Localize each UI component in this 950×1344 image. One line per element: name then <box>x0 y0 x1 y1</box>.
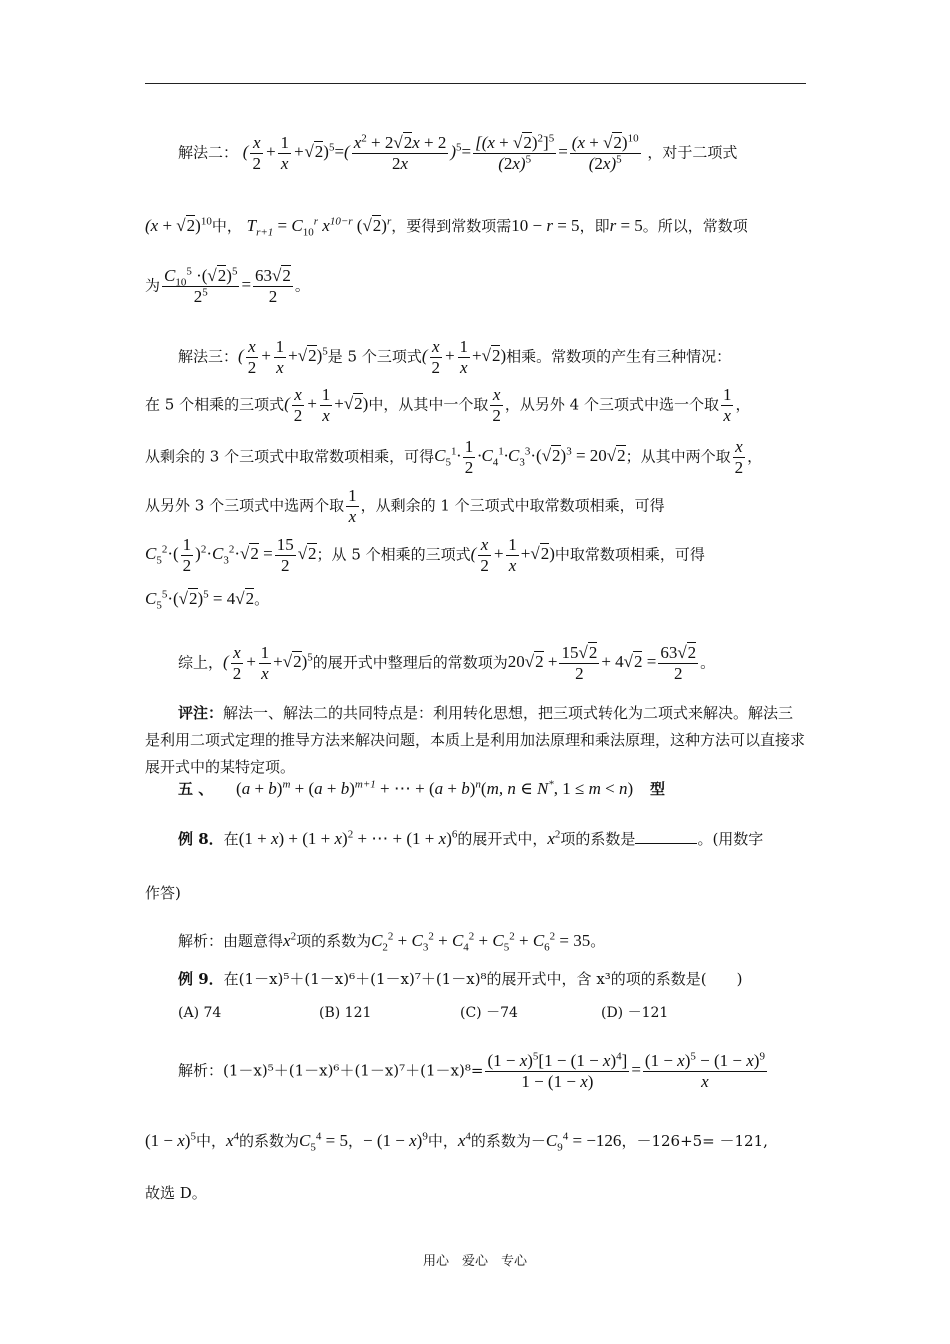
example-9: 例 9．在(1－x)⁵＋(1－x)⁶＋(1－x)⁷＋(1－x)⁸的展开式中，含 x³的项的系数是( ) <box>178 970 743 988</box>
header-rule <box>145 83 806 84</box>
jiefa3-line4: 从另外 3 个三项式中选两个取 $\frac{1}{x}$ ，从剩余的 1 个三项式中取常数项相乘，可得 <box>145 486 665 526</box>
jiefa3-line6: $C_5^5\cdot(√2)^5 = 4√2$。 <box>145 588 270 612</box>
jiefa3-line5: $C_5^2\cdot$( $\frac{1}{2}$ )$^2\cdot C_3^2\cdot√2$ = $\frac{15}{2}$ √2；从 5 个相乘的三项式( $\frac{x}{2}$ + $\frac{1}{x}$ +√2)中取常数项相乘，可得 <box>145 535 705 575</box>
jiefa3-line1: 解法三：( $\frac{x}{2}$ + $\frac{1}{x}$ +√2)$^5$是 5 个三项式( $\frac{x}{2}$ + $\frac{1}{x}$ +√2)相乘。常数项的产生有三种情况： <box>178 337 732 377</box>
option-d[interactable]: (D) －121 <box>601 1005 669 1021</box>
example-9-solution: 解析：(1－x)⁵＋(1－x)⁶＋(1－x)⁷＋(1－x)⁸= $\frac{(1 - x)^5[1 - (1 - x)^4]}{1 - (1 - x)}$ = $\frac{(1 - x)^5 - (1 - x)^9}{x}$ <box>178 1050 765 1091</box>
jiefa2-line3: 为 $\frac{C_{10}^5 \cdot(√2)^5}{2^5}$ = $\frac{63√2}{2}$ 。 <box>145 265 310 306</box>
option-b[interactable]: (B) 121 <box>319 1005 372 1021</box>
jiefa3-line3: 从剩余的 3 个三项式中取常数项相乘，可得$C_5^1\cdot$ $\frac{1}{2}$ $\cdot C_4^1\cdot C_3^3\cdot(√2)^3 = 20√2$；从其中两个取 $\frac{x}{2}$ ， <box>145 437 763 477</box>
answer-blank[interactable] <box>635 829 697 844</box>
page-footer: 用心 爱心 专心 <box>422 1254 527 1269</box>
comment-paragraph: 评注：解法一、解法二的共同特点是：利用转化思想，把三项式转化为二项式来解决。解法三是利用二项式定理的推导方法来解决问题，本质上是利用加法原理和乘法原理，这种方法可以直接求展开式中的某特定项。 <box>145 704 806 776</box>
math-expr: ( $\frac{x}{2}$ + $\frac{1}{x}$ +√2)$^5$=( $\frac{x^2 + 2√2x + 2}{2x}$ )$^5$= $\frac{[(x + √2)^2]^5}{(2x)^5}$ = $\frac{(x + √2)^{10}}{(2x)^5}$ <box>242 132 639 173</box>
example-8: 例 8．在$(1 + x) + (1 + x)^2$ + ⋯ + $(1 + x)^6$的展开式中，$x^2$项的系数是 。(用数字 <box>178 828 764 848</box>
example-8-solution: 解析：由题意得$x^2$项的系数为$C_2^2 + C_3^2 + C_4^2 + C_5^2 + C_6^2 = 35$。 <box>178 930 606 954</box>
jiefa2-line2: $(x + √2)^{10}$中， $T_{r+1} = C_{10}^r$ $x^{10-r}$ $(√2)^r$，要得到常数项需10 − r = 5，即r = 5。所以，常数项 <box>145 215 748 239</box>
example-9-coeff-line: $(1 - x)^5$中，$x^4$的系数为$C_5^4 = 5$，− $(1 - x)^9$中，$x^4$的系数为$-C_9^4 = -126$，－126+5= －121, <box>145 1130 768 1154</box>
example-9-options <box>178 1002 806 1024</box>
jiefa3-line2: 在 5 个相乘的三项式( $\frac{x}{2}$ + $\frac{1}{x}$ +√2)中，从其中一个取 $\frac{x}{2}$ ，从另外 4 个三项式中选一个取 $\frac{1}{x}$ ， <box>145 385 751 425</box>
example-8-tail: 作答) <box>145 884 181 902</box>
conclusion: 故选 D。 <box>145 1184 207 1202</box>
jiefa2-line: 解法二： ( $\frac{x}{2}$ + $\frac{1}{x}$ +√2)$^5$=( $\frac{x^2 + 2√2x + 2}{2x}$ )$^5$= $\frac{[(x + √2)^2]^5}{(2x)^5}$ = $\frac{(x + √2)^{10}}{(2x)^5}$ ，对于二项式 <box>178 132 738 173</box>
summary-line: 综上，( $\frac{x}{2}$ + $\frac{1}{x}$ +√2)$^5$的展开式中整理后的常数项为20√2 + $\frac{15√2}{2}$ + 4√2 = $\frac{63√2}{2}$ 。 <box>178 643 716 683</box>
option-a[interactable]: (A) 74 <box>178 1005 222 1021</box>
option-c[interactable]: (C) －74 <box>460 1005 518 1021</box>
section-five-heading: 五 、 $(a + b)^m + (a + b)^{m+1}$ + ⋯ + $(a + b)^n(m$, n ∈ N*, 1 ≤ m < n) 型 <box>178 778 665 798</box>
